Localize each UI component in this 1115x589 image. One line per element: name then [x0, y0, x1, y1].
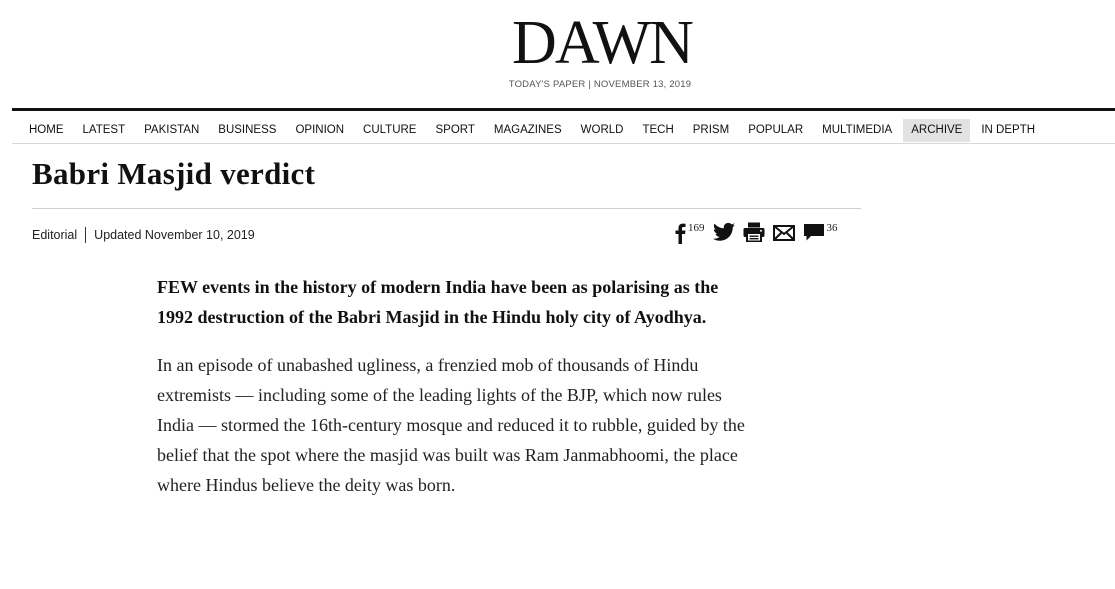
nav-item-pakistan[interactable]: PAKISTAN	[144, 124, 200, 136]
updated-date: Updated November 10, 2019	[94, 228, 255, 242]
nav-item-latest[interactable]: LATEST	[82, 124, 126, 136]
nav-item-sport[interactable]: SPORT	[435, 124, 475, 136]
nav-item-home[interactable]: HOME	[29, 124, 64, 136]
author-link[interactable]: Editorial	[32, 228, 78, 242]
facebook-share-button[interactable]	[674, 222, 705, 244]
site-logo[interactable]: DAWN	[512, 9, 692, 77]
nav-item-world[interactable]: WORLD	[580, 124, 624, 136]
email-share-button[interactable]	[773, 222, 795, 242]
nav-item-in-depth[interactable]: IN DEPTH	[981, 124, 1036, 136]
title-divider	[32, 208, 861, 209]
facebook-icon	[674, 222, 686, 244]
comments-button[interactable]	[803, 222, 838, 242]
article-lead: FEW events in the history of modern India have been as polarising as the 1992 destruction of the Babri Masjid in the Hindu holy city of Ayodhya.	[157, 277, 719, 327]
nav-item-popular[interactable]: POPULAR	[748, 124, 804, 136]
twitter-icon	[713, 222, 735, 242]
article-title: Babri Masjid verdict	[32, 156, 316, 191]
nav-item-culture[interactable]: CULTURE	[363, 124, 417, 136]
paper-date: NOVEMBER 13, 2019	[593, 79, 692, 90]
nav-list	[21, 119, 1046, 142]
nav-item-prism[interactable]: PRISM	[692, 124, 730, 136]
facebook-share-count: 169	[688, 222, 705, 234]
dateline-separator: |	[588, 79, 592, 90]
dateline	[480, 79, 720, 90]
comment-icon	[803, 222, 825, 242]
byline-separator	[85, 227, 86, 243]
article-body	[157, 272, 747, 500]
main-nav	[12, 108, 1115, 144]
print-button[interactable]	[743, 222, 765, 242]
comments-count: 36	[826, 222, 838, 234]
twitter-share-button[interactable]	[713, 222, 735, 242]
email-icon	[773, 222, 795, 242]
share-bar	[674, 222, 846, 244]
nav-item-archive[interactable]: ARCHIVE	[903, 119, 970, 142]
print-icon	[743, 222, 765, 242]
nav-item-multimedia[interactable]: MULTIMEDIA	[822, 124, 893, 136]
nav-item-magazines[interactable]: MAGAZINES	[493, 124, 562, 136]
nav-item-tech[interactable]: TECH	[642, 124, 674, 136]
todays-paper-link[interactable]: TODAY'S PAPER	[508, 79, 586, 90]
nav-item-opinion[interactable]: OPINION	[295, 124, 345, 136]
byline	[32, 227, 255, 243]
masthead	[0, 0, 1115, 108]
article-paragraph: In an episode of unabashed ugliness, a frenzied mob of thousands of Hindu extremists — including some of the leading lights of the BJP, which now rules India — stormed the 16th-century mosque and reduced it to rubble, guided by the belief that the spot where the masjid was built was Ram Janmabhoomi, the place where Hindus believe the deity was born.	[157, 355, 745, 495]
nav-item-business[interactable]: BUSINESS	[218, 124, 277, 136]
